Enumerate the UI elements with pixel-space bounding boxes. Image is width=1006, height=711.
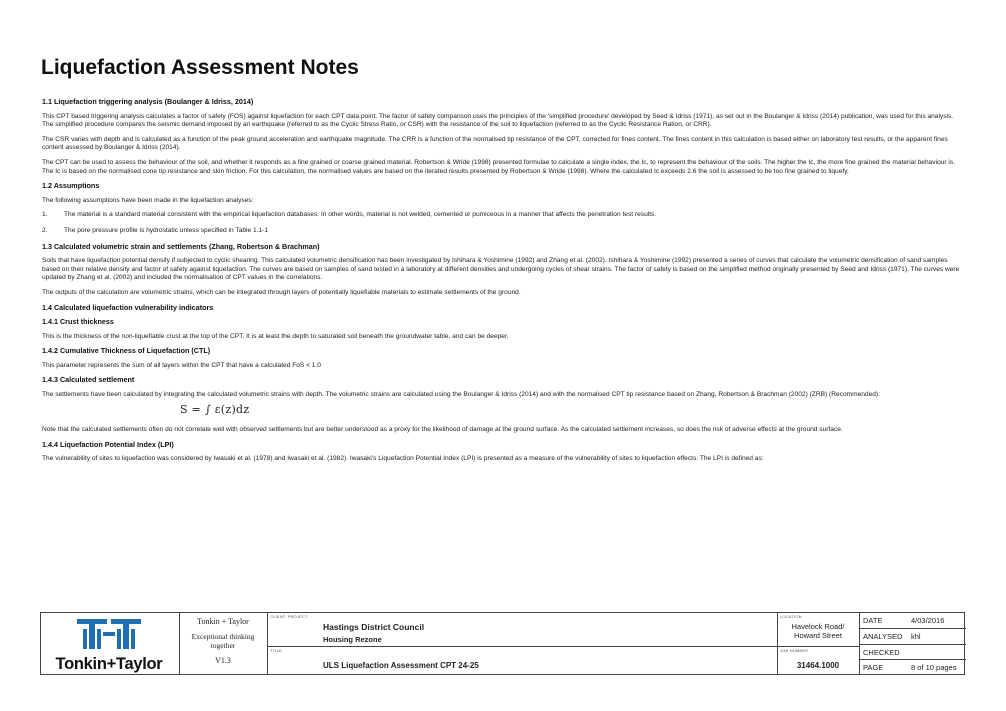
date: 4/03/2016 <box>911 616 945 625</box>
date-label: DATE <box>863 616 883 625</box>
paragraph: This CPT based triggering analysis calculates a factor of safety (FOS) against liquefaction for each CPT data point. The factor of safety comparison uses the principles of the 'simplified procedure' developed by Seed & Idriss (1971), as set out in the Boulanger & Idriss (2014) publication, was used for this analysis. The simplified procedure compares the seismic demand imposed by an earthquake (referred to as the Cyclic Stress Ratio, or CSR) with the resistance of the soil to liquefaction (referred to as the Cyclic Resistance Ration, or CRR). <box>42 112 954 129</box>
sheet-title: ULS Liquefaction Assessment CPT 24-25 <box>323 661 479 670</box>
paragraph: This parameter represents the sum of all layers within the CPT that have a calculated FoS < 1.0 <box>42 361 321 369</box>
section-heading: 1.1 Liquefaction triggering analysis (Boulanger & Idriss, 2014) <box>42 97 254 106</box>
paragraph: The following assumptions have been made in the liquefaction analyses: <box>42 196 254 204</box>
page-title: Liquefaction Assessment Notes <box>41 56 359 79</box>
paragraph: Note that the calculated settlements often do not correlate well with observed settlements but are better understood as a proxy for the likelihood of damage at the ground surface. As the calculated settlement increases, so does the risk of adverse effects at the ground surface. <box>42 426 843 434</box>
analysed-label: ANALYSED <box>863 632 903 641</box>
version: V1.3 <box>215 656 231 665</box>
job-number: 31464.1000 <box>796 661 840 670</box>
paragraph: The outputs of the calculation are volumetric strains, which can be integrated through layers of potentially liquefiable materials to estimate settlements of the ground. <box>42 288 521 296</box>
paragraph: Soils that have liquefaction potential densify if subjected to cyclic shearing. This calculated volumetric densification has been investigated by Ishihara & Yoshimine (1992) and Zhang et al. (2002). Ishihara & Yoshimine (1992) presented a series of curves that calculate the volumetric densification of sand samples based on their relative density and factor of safety against liquefaction. The curves are based on samples of sand tested in a laboratory at different densities and undergoing cycles of shear strains. The factor of safety is based on the simplified method originally presented by Seed and Idriss (1971). The curves were updated by Zhang et al. (2002) and included the normalisation of CPT values in the correlations. <box>42 257 960 282</box>
subsection-heading: 1.4.4 Liquefaction Potential Index (LPI) <box>42 439 174 449</box>
paragraph: The CPT can be used to assess the behaviour of the soil, and whether it responds as a fine grained or coarse grained material. Robertson & Wride (1998) presented formulae to calculate a single index, the Ic, to represent the behaviour of the soils. The higher the Ic, the more fine grained the material behaviour is. The Ic is based on the normalised cone tip resistance and skin friction. For this calculation, the normalised values are based on the iterated results presented by Robertson & Wride (1998). Where the calculated Ic exceeds 2.6 the soil is assessed to be too fine grained to liquefy. <box>42 158 956 175</box>
paragraph: The vulnerability of sites to liquefaction was considered by Iwasaki et al. (1978) and Iwasaki et al. (1982). Iwasaki's Liquefaction Potential Index (LPI) is presented as a measure of the vulnerability of sites to liquefaction effects. The LPI is defined as: <box>42 455 764 463</box>
paragraph: This is the thickness of the non-liquefiable crust at the top of the CPT. It is at least the depth to saturated soil beneath the groundwater table, and can be deeper. <box>42 332 509 340</box>
page-label: PAGE <box>863 663 884 672</box>
section-heading: 1.4 Calculated liquefaction vulnerability indicators <box>42 302 214 312</box>
list-item <box>42 227 960 236</box>
list-text: The material is a standard material consistent with the empirical liquefaction databases. In other words, material is not welded, cemented or pumiceous in a manner that affects the penetration test results. <box>64 211 657 219</box>
list-text: The pore pressure profile is hydrostatic unless specified in Table 1.1-1 <box>64 226 269 234</box>
list-item <box>42 211 960 220</box>
location-label: LOCATION <box>780 614 802 619</box>
page-number: 8 of 10 pages <box>911 663 957 672</box>
company-name: Tonkin + Taylor <box>197 617 249 626</box>
notes-body <box>42 98 960 470</box>
company-tagline: Exceptional thinking <box>191 632 255 641</box>
company-logo <box>43 615 175 673</box>
subsection-heading: 1.4.2 Cumulative Thickness of Liquefaction (CTL) <box>42 346 211 356</box>
checked-label: CHECKED <box>863 648 900 657</box>
title-block <box>40 612 965 675</box>
settlement-formula: S = ∫ ε(z)dz <box>180 402 250 416</box>
logo-text: Tonkin+Taylor <box>55 655 163 673</box>
list-number: 1. <box>42 211 48 219</box>
company-tagline: together <box>210 641 236 650</box>
client-label: CLIENT, PROJECT <box>270 614 308 619</box>
client-name: Hastings District Council <box>323 622 425 632</box>
section-heading: 1.2 Assumptions <box>42 181 100 191</box>
tonkin-taylor-logo-icon <box>43 615 175 655</box>
title-label: TITLE <box>270 648 282 653</box>
location: Havelock Road/ <box>791 622 845 631</box>
analysed-by: khl <box>911 632 921 641</box>
subsection-heading: 1.4.1 Crust thickness <box>42 317 114 327</box>
location: Howard Street <box>794 631 842 640</box>
section-heading: 1.3 Calculated volumetric strain and settlements (Zhang, Robertson & Brachman) <box>42 241 320 251</box>
subsection-heading: 1.4.3 Calculated settlement <box>42 375 135 385</box>
project-name: Housing Rezone <box>323 635 382 644</box>
paragraph: The CSR varies with depth and is calculated as a function of the peak ground acceleration and earthquake magnitude. The CRR is a function of the normalised tip resistance of the CPT, corrected for fines content. The fines content in this calculation is based either on laboratory test results, or the apparent fines content assessed by Boulanger & Idriss (2014). <box>42 135 948 152</box>
list-number: 2. <box>42 226 48 234</box>
paragraph: The settlements have been calculated by integrating the calculated volumetric strains with depth. The volumetric strains are calculated using the Boulanger & Idriss (2014) and with the normalised CPT tip resistance based on Zhang, Robertson & Brachman (2002) (ZRB) (Recommended): <box>42 391 880 399</box>
job-number-label: JOB NUMBER <box>780 648 809 653</box>
